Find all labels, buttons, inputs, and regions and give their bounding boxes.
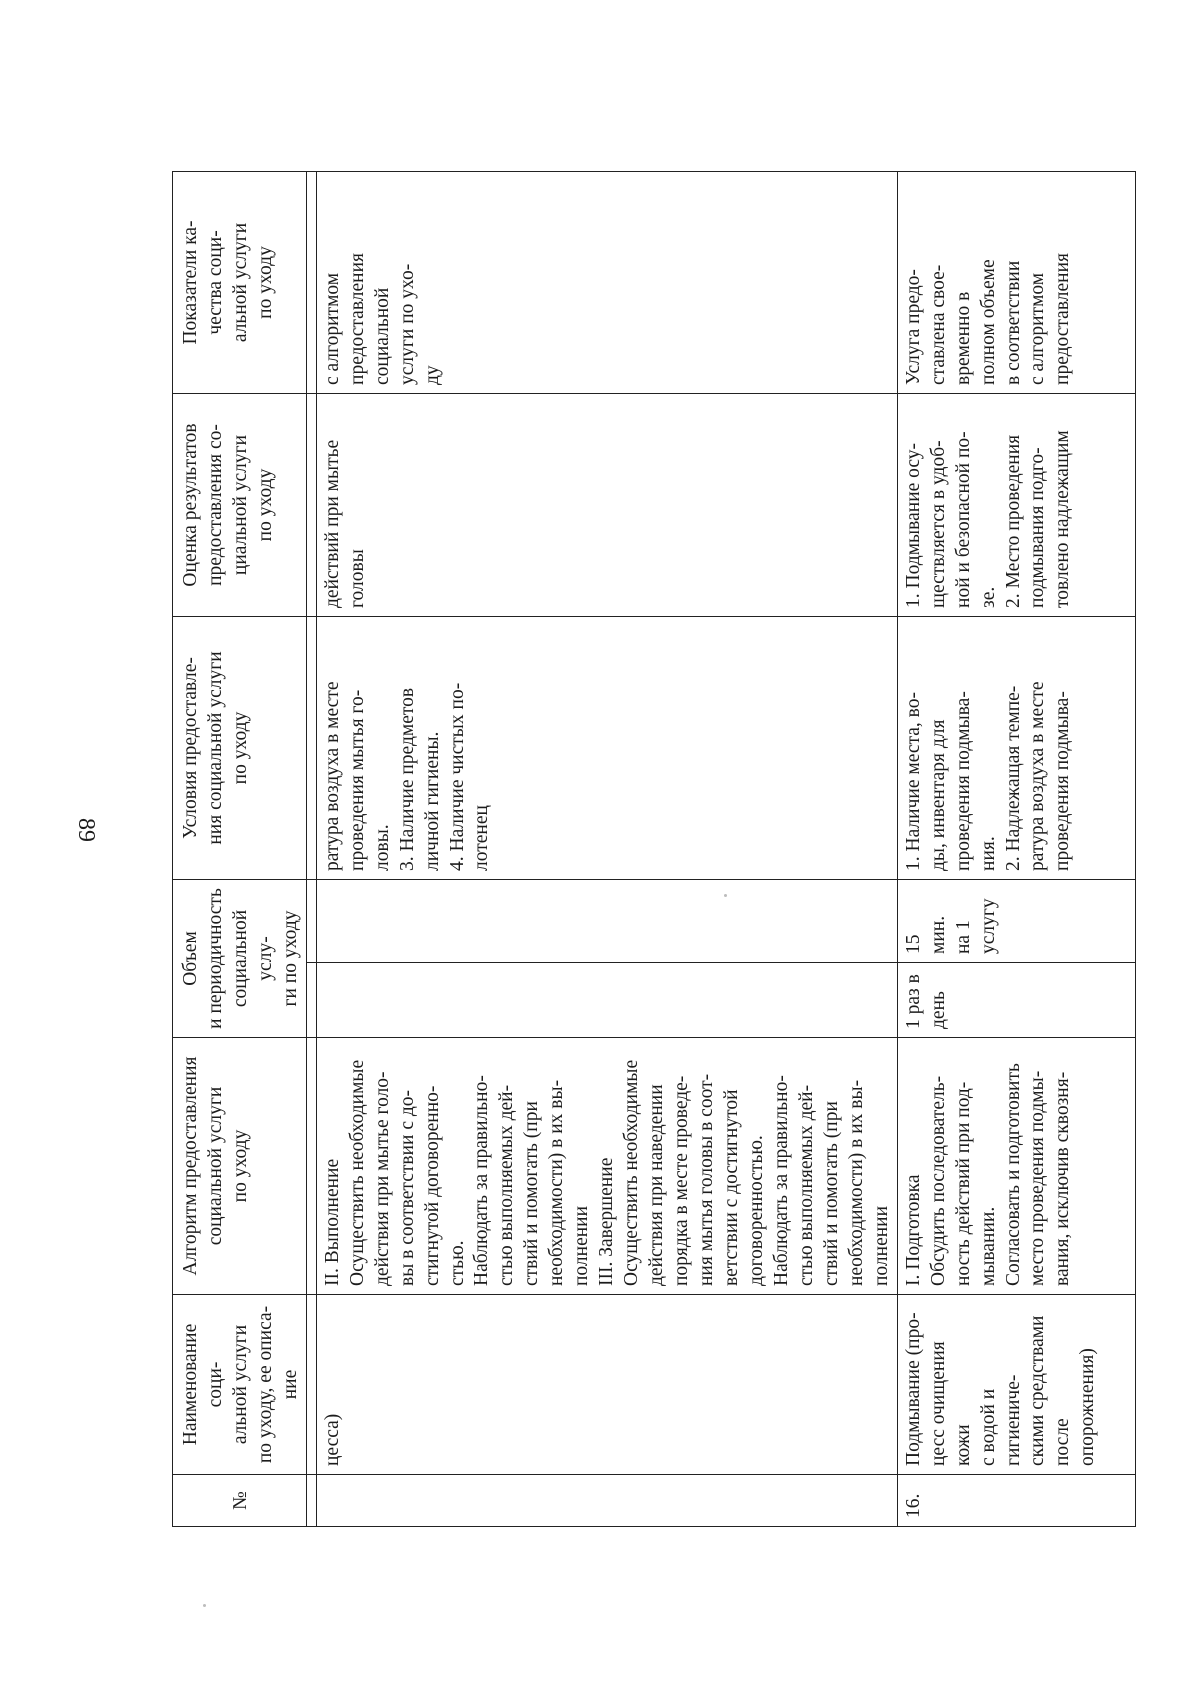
header-quality: Показатели ка- чества соци- альной услуги по уходу <box>173 171 307 393</box>
row-algorithm: II. Выполнение Осуществить необходимые действия при мытье голо- вы в соответствии с до- стигнутой договоренно- стью. Наблюдать за правильно- стью выполняемых дей- ствий и помогать (при необходимости) в их вы- полнении III. Завершение Осуществить необходимые действия при наведении порядка в месте проведе- ния мытья головы в соот- ветствии с достигнутой договоренностью. Наблюдать за правильно- стью выполняемых дей- ствий и помогать (при необходимости) в их вы- полнении <box>316 1038 897 1295</box>
row-evaluation: 1. Подмывание осу- ществляется в удоб- ной и безопасной по- зе. 2. Место проведения подмывания подго- товлено надлежащим <box>897 393 1135 616</box>
stub-cell <box>306 963 316 1038</box>
header-volume: Объем и периодичность социальной услу- ги по уходу <box>173 879 307 1037</box>
table-row <box>316 171 897 1526</box>
header-name: Наименование соци- альной услуги по уходу, ее описа- ние <box>173 1295 307 1475</box>
table-row <box>897 171 1135 1526</box>
row-evaluation: действий при мытье головы <box>316 393 897 616</box>
table-header-row <box>173 171 307 1526</box>
row-quality: с алгоритмом предоставления социальной услуги по ухо- ду <box>316 171 897 393</box>
stub-cell <box>306 879 316 962</box>
row-volume-frequency: 1 раз в день <box>897 963 1135 1038</box>
volume-subheader-row <box>306 171 316 1526</box>
social-care-table <box>172 171 1136 1527</box>
row-volume-frequency <box>316 963 897 1038</box>
header-evaluation: Оценка результатов предоставления со- циальной услуги по уходу <box>173 393 307 616</box>
row-num: 16. <box>897 1475 1135 1527</box>
scan-dot <box>203 1604 206 1607</box>
header-algorithm: Алгоритм предоставления социальной услуги по уходу <box>173 1038 307 1295</box>
stub-cell <box>306 1295 316 1475</box>
stub-cell <box>306 1038 316 1295</box>
row-conditions: 1. Наличие места, во- ды, инвентаря для проведения подмыва- ния. 2. Надлежащая темпе- ратура воздуха в месте проведения подмыва- <box>897 616 1135 879</box>
header-num: № <box>173 1475 307 1527</box>
row-conditions: ратура воздуха в месте проведения мытья го- ловы. 3. Наличие предметов личной гигиены. 4. Наличие чистых по- лотенец <box>316 616 897 879</box>
row-volume-time <box>316 879 897 962</box>
row-algorithm: I. Подготовка Обсудить последователь- ность действий при под- мывании. Согласовать и подготовить место проведения подмы- вания, исключив сквозня- <box>897 1038 1135 1295</box>
row-quality: Услуга предо- ставлена свое- временно в полном объеме в соответствии с алгоритмом предоставления <box>897 171 1135 393</box>
row-num <box>316 1475 897 1527</box>
row-name: Подмывание (про- цесс очищения кожи с водой и гигиениче- скими средствами после опорожнения) <box>897 1295 1135 1475</box>
page-number: 89 <box>73 818 99 842</box>
stub-cell <box>306 616 316 879</box>
stub-cell <box>306 171 316 393</box>
row-name: цесса) <box>316 1295 897 1475</box>
stub-cell <box>306 1475 316 1527</box>
stub-cell <box>306 393 316 616</box>
header-conditions: Условия предоставле- ния социальной услуги по уходу <box>173 616 307 879</box>
row-volume-time: 15 мин. на 1 услугу <box>897 879 1135 962</box>
rotated-table-wrapper <box>172 172 1102 1527</box>
